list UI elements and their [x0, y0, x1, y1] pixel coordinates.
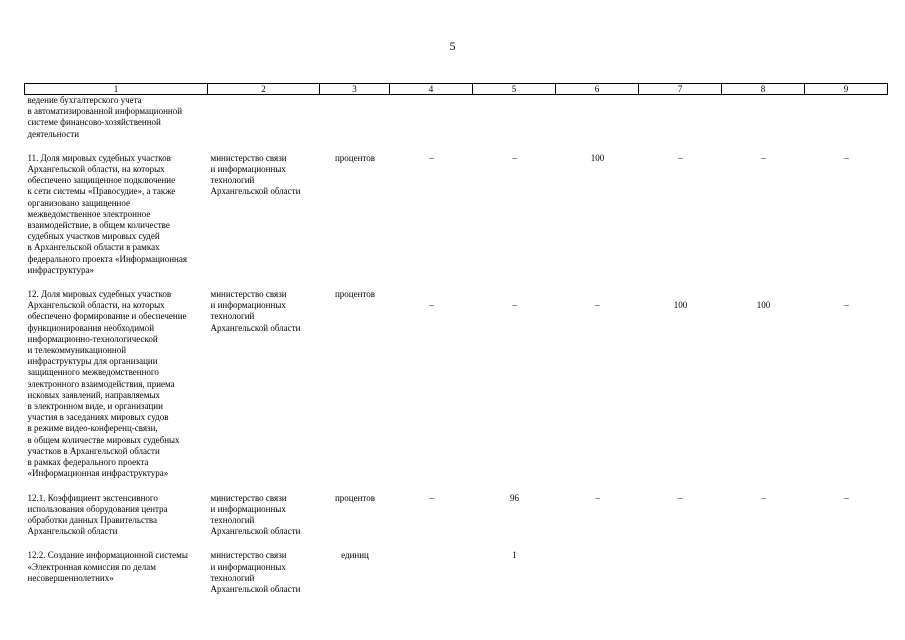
value-cell: [390, 550, 473, 595]
table-header-row: [25, 84, 888, 95]
value-cell: –: [429, 152, 434, 163]
value-cell: [722, 550, 805, 595]
value-cell: [556, 95, 639, 140]
value-cell: [639, 95, 722, 140]
indicator-name: 11. Доля мировых судебных участков Архангельской области, на которых обеспечено защищенное подключение к сети системы «Правосудие», а также организовано защищенное межведомственное электронное взаимодействие, в общем количестве судебных участков мировых судей в Архангельской области в рамках федерального проекта «Информационная инфраструктура»: [27, 152, 187, 275]
value-cell: –: [512, 152, 517, 163]
value-cell: –: [761, 492, 766, 503]
value-cell: –: [844, 152, 849, 163]
unit: [320, 95, 390, 140]
value-cell: –: [429, 492, 434, 503]
unit: процентов: [334, 492, 375, 503]
column-header: 3: [320, 84, 390, 95]
column-header: 8: [722, 84, 805, 95]
value-cell: [722, 95, 805, 140]
value-cell: –: [512, 300, 517, 311]
value-cell: –: [595, 492, 600, 503]
value-cell: –: [678, 492, 683, 503]
value-cell: –: [844, 492, 849, 503]
value-cell: [805, 95, 888, 140]
column-header: 1: [25, 84, 208, 95]
value-cell: 100: [590, 152, 605, 163]
table-row: [25, 493, 888, 538]
table-row: [25, 289, 888, 479]
unit: процентов: [334, 152, 375, 163]
value-cell: –: [844, 300, 849, 311]
indicator-name: 12.2. Создание информационной системы «Электронная комиссия по делам несовершеннолетних»: [27, 550, 188, 583]
column-header: 6: [556, 84, 639, 95]
value-cell: 100: [673, 300, 688, 311]
value-cell: [639, 550, 722, 595]
responsible-body: министерство связи и информационных технологий Архангельской области: [210, 289, 301, 333]
value-cell: [556, 550, 639, 595]
indicator-name: 12.1. Коэффициент экстенсивного использования оборудования центра обработки данных Правительства Архангельской области: [27, 492, 168, 537]
value-cell: 96: [510, 492, 519, 503]
column-header: 2: [208, 84, 320, 95]
page-number: 5: [449, 39, 456, 53]
unit: процентов: [334, 289, 375, 300]
indicator-name: ведение бухгалтерского учета в автоматизированной информационной системе финансово-хозяйственной деятельности: [27, 95, 183, 139]
column-header: 4: [390, 84, 473, 95]
value-cell: –: [429, 300, 434, 311]
unit: единиц: [341, 550, 369, 561]
value-cell: 100: [756, 300, 771, 311]
value-cell: –: [595, 300, 600, 311]
table-row: [25, 153, 888, 276]
responsible-body: министерство связи и информационных технологий Архангельской области: [210, 550, 301, 594]
value-cell: 1: [512, 550, 517, 561]
column-header: 5: [473, 84, 556, 95]
value-cell: [473, 95, 556, 140]
indicators-table: [24, 83, 888, 595]
responsible-body: министерство связи и информационных технологий Архангельской области: [210, 152, 301, 197]
column-header: 9: [805, 84, 888, 95]
value-cell: –: [761, 152, 766, 163]
table-row: [25, 95, 888, 140]
value-cell: –: [678, 152, 683, 163]
responsible-body: министерство связи и информационных технологий Архангельской области: [210, 492, 301, 537]
value-cell: [390, 95, 473, 140]
value-cell: [805, 550, 888, 595]
column-header: 7: [639, 84, 722, 95]
table-row: [25, 550, 888, 595]
responsible-body: [208, 95, 320, 140]
indicator-name: 12. Доля мировых судебных участков Архангельской области, на которых обеспечено формирование и обеспечение функционирования необходимой информационно-технологической и телекоммуникационной инфраструктуры для организации защищенного межведомственного электронного взаимодействия, приема исковых заявлений, направляемых в электронном виде, и организации участия в заседаниях мировых судов в режиме видео-конференц-связи, в общем количестве мировых судебных участков в Архангельской области в рамках федерального проекта «Информационная инфраструктура»: [27, 289, 187, 479]
